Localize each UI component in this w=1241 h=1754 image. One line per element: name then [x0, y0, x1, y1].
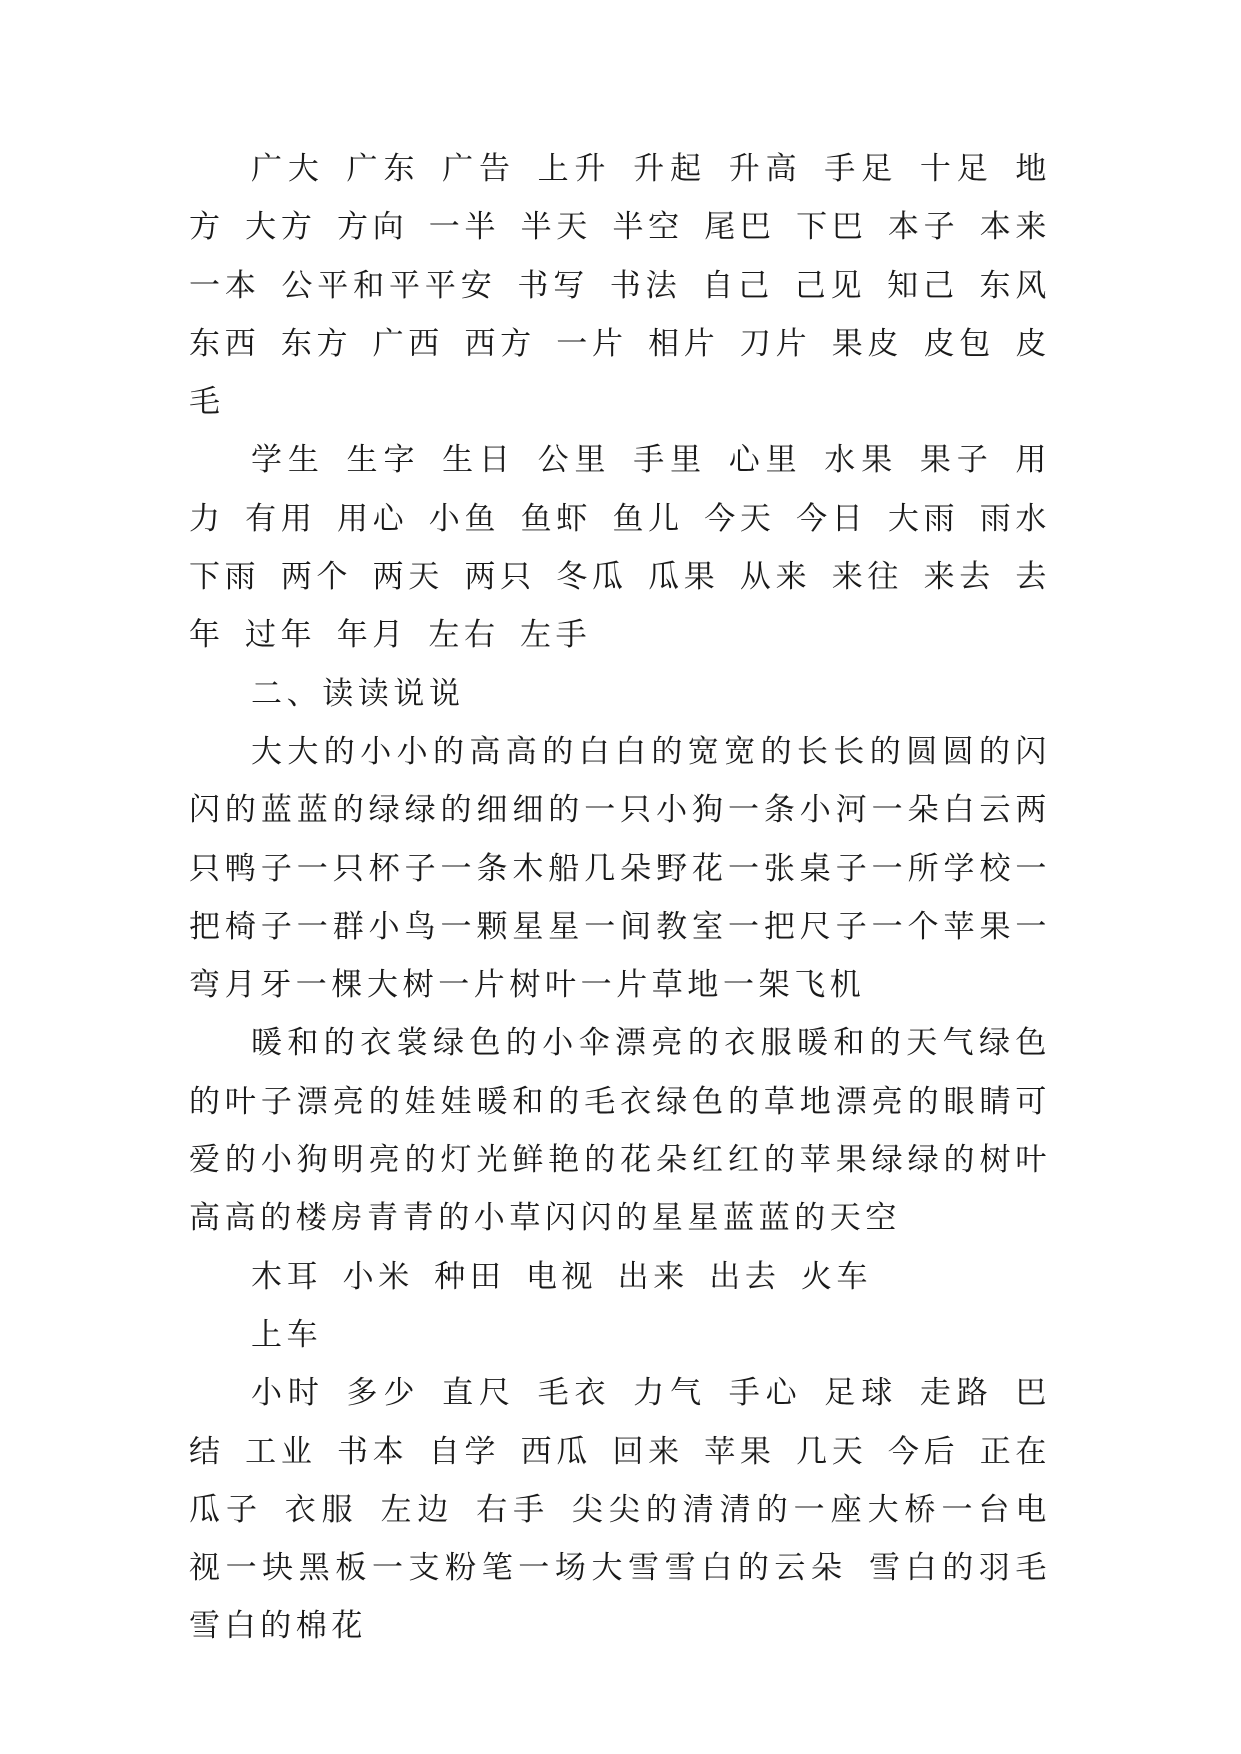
paragraph-phrases-2: 暖和的衣裳绿色的小伞漂亮的衣服暖和的天气绿色的叶子漂亮的娃娃暖和的毛衣绿色的草地漂亮的眼睛可爱的小狗明亮的灯光鲜艳的花朵红红的苹果绿绿的树叶高高的楼房青青的小草闪闪的星星蓝蓝的天空	[189, 1025, 1051, 1237]
paragraph-word-list-2: 学生 生字 生日 公里 手里 心里 水果 果子 用力 有用 用心 小鱼 鱼虾 鱼儿 今天 今日 大雨 雨水 下雨 两个 两天 两只 冬瓜 瓜果 从来 来往 来去 去年 过年 年月 左右 左手	[189, 442, 1051, 654]
paragraph-word-list-3: 木耳 小米 种田 电视 出来 出去 火车	[251, 1258, 873, 1295]
paragraph-phrases-1: 大大的小小的高高的白白的宽宽的长长的圆圆的闪闪的蓝蓝的绿绿的细细的一只小狗一条小河一朵白云两只鸭子一只杯子一条木船几朵野花一张桌子一所学校一把椅子一群小鸟一颗星星一间教室一把尺子一个苹果一弯月牙一棵大树一片树叶一片草地一架飞机	[189, 733, 1051, 1004]
paragraph-word-list-5: 小时 多少 直尺 毛衣 力气 手心 足球 走路 巴结 工业 书本 自学 西瓜 回来 苹果 几天 今后 正在 瓜子 衣服 左边 右手 尖尖的清清的一座大桥一台电视一块黑板一支粉笔一场大雪雪白的云朵 雪白的羽毛 雪白的棉花	[189, 1375, 1051, 1645]
section-heading: 二、读读说说	[251, 675, 465, 712]
document-body	[189, 140, 1051, 1656]
paragraph-word-list-1: 广大 广东 广告 上升 升起 升高 手足 十足 地方 大方 方向 一半 半天 半空 尾巴 下巴 本子 本来 一本 公平和平平安 书写 书法 自己 己见 知己 东风 东西 东方 广西 西方 一片 相片 刀片 果皮 皮包 皮毛	[189, 151, 1051, 421]
paragraph-word-list-4: 上车	[251, 1316, 323, 1353]
